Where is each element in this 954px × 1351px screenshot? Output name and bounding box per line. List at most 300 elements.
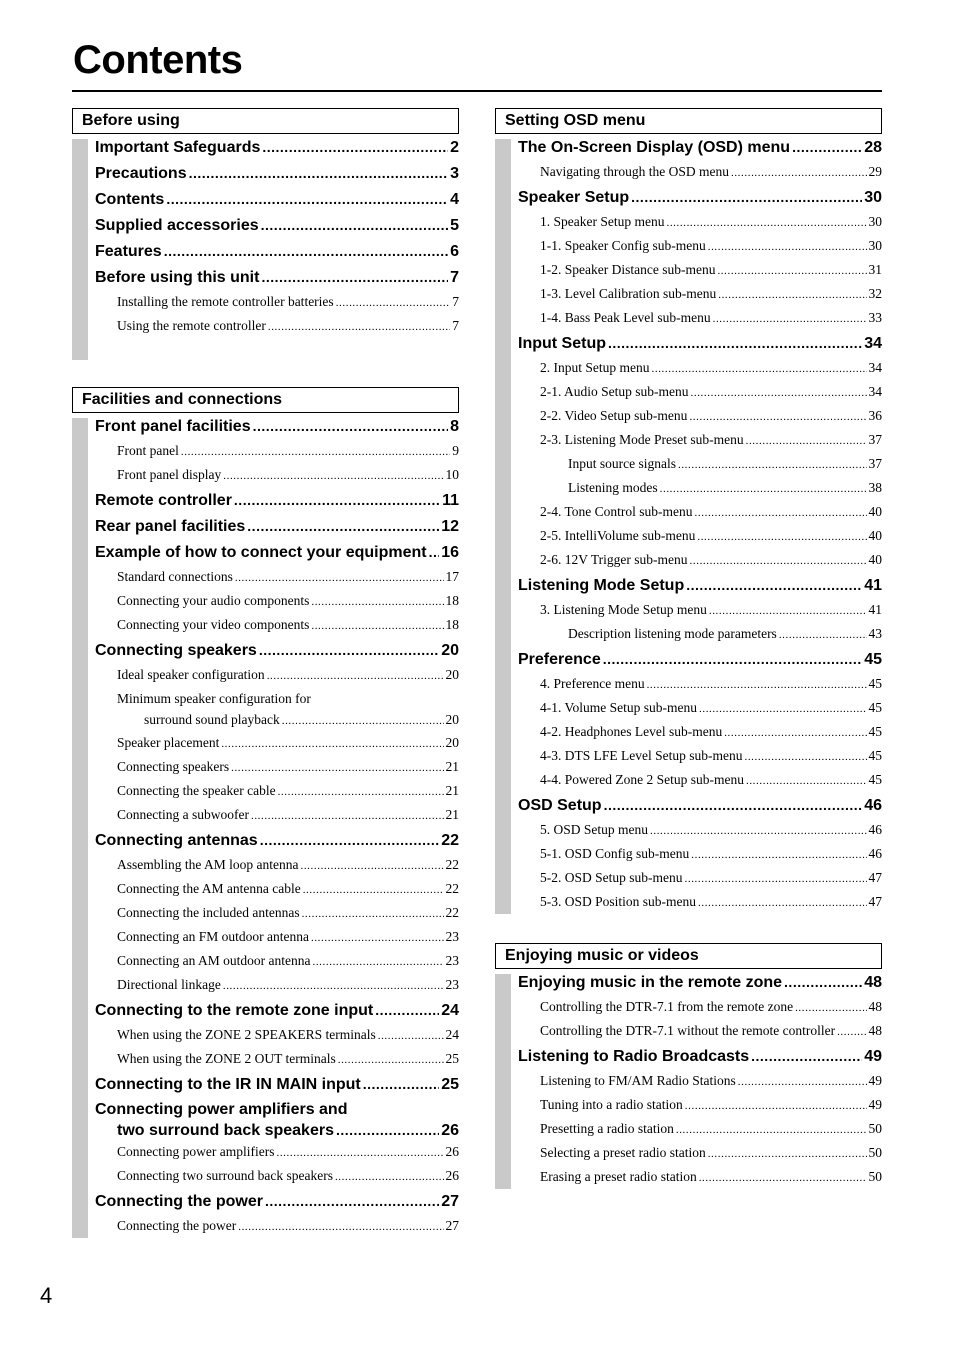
dot-leader xyxy=(724,721,866,745)
toc-entry[interactable] xyxy=(95,613,459,637)
dot-leader xyxy=(221,732,443,756)
toc-entry-page: 30 xyxy=(864,189,882,206)
left-column xyxy=(72,108,459,1238)
toc-entry[interactable] xyxy=(117,709,459,731)
toc-entry-page: 16 xyxy=(441,544,459,561)
toc-entry-page: 49 xyxy=(868,1097,882,1112)
toc-entry[interactable] xyxy=(95,290,459,314)
toc-entry-label: Enjoying music in the remote zone xyxy=(518,974,783,991)
toc-entry[interactable] xyxy=(95,238,459,264)
toc-entry-page: 23 xyxy=(445,953,459,968)
toc-entry-label: 2-4. Tone Control sub-menu xyxy=(540,504,693,519)
toc-entry[interactable] xyxy=(518,548,882,572)
section-body xyxy=(495,134,882,914)
toc-entry-page: 22 xyxy=(445,881,459,896)
toc-entry[interactable] xyxy=(95,1071,459,1097)
toc-entry-label: Connecting your audio components xyxy=(117,593,310,608)
toc-entry-page: 32 xyxy=(868,286,882,301)
toc-entry[interactable] xyxy=(95,589,459,613)
toc-entry-page: 47 xyxy=(868,894,882,909)
toc-entry[interactable] xyxy=(95,1140,459,1164)
toc-entry[interactable] xyxy=(518,696,882,720)
dot-leader xyxy=(666,211,866,235)
toc-entry[interactable] xyxy=(95,925,459,949)
toc-entry-label: Supplied accessories xyxy=(95,217,259,234)
dot-leader xyxy=(647,673,867,697)
toc-entry-label: Presetting a radio station xyxy=(540,1121,674,1136)
toc-entry-page: 30 xyxy=(868,214,882,229)
toc-entry-page: 3 xyxy=(450,165,459,182)
toc-entry-label: Connecting to the IR IN MAIN input xyxy=(95,1076,361,1093)
toc-entry-label: Connecting a subwoofer xyxy=(117,807,249,822)
toc-entry-page: 46 xyxy=(864,797,882,814)
toc-entry-label: Example of how to connect your equipment xyxy=(95,544,427,561)
toc-entry-page: 24 xyxy=(441,1002,459,1019)
toc-entry[interactable] xyxy=(518,404,882,428)
dot-leader xyxy=(744,745,866,769)
toc-entry-label: 1. Speaker Setup menu xyxy=(540,214,665,229)
toc-entry-page: 27 xyxy=(445,1218,459,1233)
toc-entry-label: surround sound playback xyxy=(144,712,280,727)
dot-leader xyxy=(181,440,450,464)
dot-leader xyxy=(717,259,866,283)
toc-entry-label: Connecting your video components xyxy=(117,617,310,632)
toc-entry-page: 45 xyxy=(868,700,882,715)
toc-entry[interactable] xyxy=(95,997,459,1023)
toc-entry-label: 5-2. OSD Setup sub-menu xyxy=(540,870,683,885)
toc-entry-label: Input Setup xyxy=(518,335,606,352)
toc-entry[interactable] xyxy=(95,973,459,997)
toc-entry-label: Controlling the DTR-7.1 without the remote controller xyxy=(540,1023,836,1038)
toc-entry-page: 37 xyxy=(868,432,882,447)
toc-entry[interactable] xyxy=(518,1043,882,1069)
toc-entry[interactable] xyxy=(518,134,882,160)
toc-entry-page: 40 xyxy=(868,552,882,567)
dot-leader xyxy=(686,572,862,598)
dot-leader xyxy=(676,1118,867,1142)
section-setting-osd xyxy=(495,108,882,914)
toc-entry[interactable] xyxy=(95,853,459,877)
toc-entry[interactable] xyxy=(518,282,882,306)
toc-entry-label: Listening to Radio Broadcasts xyxy=(518,1048,750,1065)
toc-entry[interactable] xyxy=(518,1117,882,1141)
toc-entry[interactable] xyxy=(518,842,882,866)
toc-entry-page: 4 xyxy=(450,191,459,208)
dot-leader xyxy=(375,997,439,1023)
toc-entry[interactable] xyxy=(95,134,459,160)
toc-entry[interactable] xyxy=(95,1164,459,1188)
toc-entry-page: 34 xyxy=(868,384,882,399)
toc-entry[interactable] xyxy=(95,1120,459,1140)
dot-leader xyxy=(231,756,443,780)
dot-leader xyxy=(751,1043,862,1069)
toc-entry-two-line[interactable] xyxy=(95,687,459,731)
dot-leader xyxy=(262,134,448,160)
toc-entry-label: Connecting power amplifiers xyxy=(117,1144,275,1159)
toc-entry-label: Standard connections xyxy=(117,569,233,584)
toc-entry-page: 21 xyxy=(445,759,459,774)
toc-entry-page: 45 xyxy=(864,651,882,668)
toc-entry-page: 48 xyxy=(868,999,882,1014)
toc-entry[interactable] xyxy=(518,622,882,646)
toc-entry-label: 4-2. Headphones Level sub-menu xyxy=(540,724,723,739)
toc-entry-page: 47 xyxy=(868,870,882,885)
toc-entry[interactable] xyxy=(518,866,882,890)
toc-entry-label: 2-5. IntelliVolume sub-menu xyxy=(540,528,696,543)
dot-leader xyxy=(312,950,443,974)
section-body xyxy=(72,134,459,360)
toc-entry-page: 9 xyxy=(452,443,459,458)
toc-entry-label: 1-2. Speaker Distance sub-menu xyxy=(540,262,716,277)
toc-entry-page: 46 xyxy=(868,846,882,861)
toc-entry[interactable] xyxy=(95,513,459,539)
toc-entry-page: 26 xyxy=(445,1168,459,1183)
toc-entry[interactable] xyxy=(95,901,459,925)
toc-entry-label: 2-1. Audio Setup sub-menu xyxy=(540,384,689,399)
dot-leader xyxy=(268,315,450,339)
toc-entry-label: 5-3. OSD Position sub-menu xyxy=(540,894,697,909)
dot-leader xyxy=(709,599,867,623)
toc-entry[interactable] xyxy=(518,1069,882,1093)
dot-leader xyxy=(300,854,443,878)
toc-entry-label: Directional linkage xyxy=(117,977,221,992)
toc-entry-label: 4-3. DTS LFE Level Setup sub-menu xyxy=(540,748,743,763)
toc-entry[interactable] xyxy=(95,212,459,238)
toc-entry-label: Installing the remote controller batteries xyxy=(117,294,334,309)
dot-leader xyxy=(731,161,867,185)
dot-leader xyxy=(253,413,449,439)
dot-leader xyxy=(335,1165,444,1189)
toc-entry-page: 23 xyxy=(445,929,459,944)
toc-entry[interactable] xyxy=(518,476,882,500)
toc-entry-page: 8 xyxy=(450,418,459,435)
toc-entry-page: 43 xyxy=(868,626,882,641)
toc-entry-label: 2-6. 12V Trigger sub-menu xyxy=(540,552,688,567)
toc-entry-label: Connecting the power xyxy=(95,1193,263,1210)
toc-entry-page: 31 xyxy=(868,262,882,277)
section-before-using xyxy=(72,108,459,360)
toc-entry[interactable] xyxy=(518,428,882,452)
dot-leader xyxy=(660,477,867,501)
toc-entry-label: Connecting speakers xyxy=(95,642,257,659)
toc-entry-page: 40 xyxy=(868,504,882,519)
toc-entry[interactable] xyxy=(518,672,882,696)
toc-entry-label: 2-3. Listening Mode Preset sub-menu xyxy=(540,432,744,447)
dot-leader xyxy=(685,867,867,891)
toc-entry[interactable] xyxy=(95,1047,459,1071)
dot-leader xyxy=(278,780,444,804)
toc-entry-label: 5. OSD Setup menu xyxy=(540,822,648,837)
toc-entry-label: Features xyxy=(95,243,162,260)
toc-entry[interactable] xyxy=(95,539,459,565)
toc-entry-label: Erasing a preset radio station xyxy=(540,1169,697,1184)
dot-leader xyxy=(631,184,862,210)
toc-entry-label: Tuning into a radio station xyxy=(540,1097,683,1112)
toc-entry-page: 45 xyxy=(868,748,882,763)
toc-entry-page: 34 xyxy=(868,360,882,375)
toc-entry-label: Front panel xyxy=(117,443,179,458)
toc-entry[interactable] xyxy=(518,160,882,184)
toc-entry-label: Connecting the included antennas xyxy=(117,905,300,920)
section-bar xyxy=(495,139,511,914)
dot-leader xyxy=(251,804,444,828)
toc-entry-page: 20 xyxy=(445,735,459,750)
section-bar xyxy=(495,974,511,1189)
toc-entry-page: 34 xyxy=(864,335,882,352)
toc-entry-label: Connecting the AM antenna cable xyxy=(117,881,301,896)
toc-entry[interactable] xyxy=(95,314,459,338)
toc-entry[interactable] xyxy=(518,572,882,598)
toc-entry[interactable] xyxy=(518,792,882,818)
dot-leader xyxy=(303,878,444,902)
toc-entry-page: 20 xyxy=(445,712,459,727)
toc-entry-label: Speaker placement xyxy=(117,735,220,750)
toc-entry-label: Connecting to the remote zone input xyxy=(95,1002,374,1019)
dot-leader xyxy=(837,1020,866,1044)
toc-entry[interactable] xyxy=(518,356,882,380)
dot-leader xyxy=(189,160,449,186)
toc-entry-page: 18 xyxy=(445,593,459,608)
toc-entry[interactable] xyxy=(95,439,459,463)
toc-entry-page: 2 xyxy=(450,139,459,156)
toc-entry-label: 4-4. Powered Zone 2 Setup sub-menu xyxy=(540,772,744,787)
dot-leader xyxy=(691,381,867,405)
toc-entry-page: 21 xyxy=(445,807,459,822)
toc-entry[interactable] xyxy=(95,803,459,827)
toc-entry-label: Connecting power amplifiers and xyxy=(95,1101,348,1118)
toc-entry[interactable] xyxy=(518,1141,882,1165)
toc-entry[interactable] xyxy=(95,413,459,439)
dot-leader xyxy=(429,539,440,565)
toc-entry-page: 37 xyxy=(868,456,882,471)
toc-entry[interactable] xyxy=(518,1093,882,1117)
section-enjoying xyxy=(495,943,882,1189)
toc-entry-label: Before using this unit xyxy=(95,269,260,286)
toc-entry[interactable] xyxy=(518,768,882,792)
dot-leader xyxy=(223,464,443,488)
toc-entry[interactable] xyxy=(95,779,459,803)
dot-leader xyxy=(164,238,448,264)
toc-entry-page: 50 xyxy=(868,1121,882,1136)
toc-entry-page: 33 xyxy=(868,310,882,325)
dot-leader xyxy=(691,843,866,867)
toc-entry-label: Important Safeguards xyxy=(95,139,261,156)
toc-entry-label: Description listening mode parameters xyxy=(568,626,777,641)
dot-leader xyxy=(265,1188,439,1214)
toc-entry-label: Controlling the DTR-7.1 from the remote zone xyxy=(540,999,794,1014)
dot-leader xyxy=(713,307,867,331)
toc-entry-page: 46 xyxy=(868,822,882,837)
toc-entry[interactable] xyxy=(95,637,459,663)
toc-entry-page: 6 xyxy=(450,243,459,260)
toc-entry[interactable] xyxy=(95,487,459,513)
dot-leader xyxy=(685,1094,867,1118)
toc-entry[interactable] xyxy=(95,186,459,212)
toc-entry-page: 50 xyxy=(868,1169,882,1184)
dot-leader xyxy=(708,1142,867,1166)
toc-entry-two-line[interactable] xyxy=(95,1097,459,1140)
toc-entry-label: 4-1. Volume Setup sub-menu xyxy=(540,700,697,715)
dot-leader xyxy=(234,487,440,513)
toc-entry-page: 22 xyxy=(445,857,459,872)
toc-entry-label: Connecting an AM outdoor antenna xyxy=(117,953,311,968)
dot-leader xyxy=(746,769,867,793)
toc-entry[interactable] xyxy=(518,234,882,258)
dot-leader xyxy=(302,902,444,926)
toc-entry-label: Remote controller xyxy=(95,492,232,509)
toc-entry-page: 36 xyxy=(868,408,882,423)
toc-entry[interactable] xyxy=(95,160,459,186)
dot-leader xyxy=(336,291,451,315)
toc-entry-page: 22 xyxy=(441,832,459,849)
dot-leader xyxy=(363,1071,439,1097)
toc-entry-label: Listening modes xyxy=(568,480,658,495)
toc-entry-page: 48 xyxy=(868,1023,882,1038)
toc-entry-label: Using the remote controller xyxy=(117,318,266,333)
toc-entry[interactable] xyxy=(95,755,459,779)
toc-entry-page: 45 xyxy=(868,724,882,739)
dot-leader xyxy=(259,637,439,663)
toc-entry[interactable] xyxy=(95,264,459,290)
toc-entry-page: 50 xyxy=(868,1145,882,1160)
toc-entry[interactable] xyxy=(518,380,882,404)
toc-entry[interactable] xyxy=(518,995,882,1019)
toc-entry-page: 41 xyxy=(864,577,882,594)
dot-leader xyxy=(378,1024,444,1048)
toc-entry-page: 11 xyxy=(442,492,459,509)
toc-entry-label: 4. Preference menu xyxy=(540,676,645,691)
dot-leader xyxy=(699,697,867,721)
toc-entry[interactable] xyxy=(95,1188,459,1214)
toc-entry[interactable] xyxy=(518,258,882,282)
toc-entry-label: 2. Input Setup menu xyxy=(540,360,650,375)
toc-entry-label: OSD Setup xyxy=(518,797,602,814)
toc-entry[interactable] xyxy=(518,598,882,622)
toc-entry[interactable] xyxy=(518,500,882,524)
toc-entry-page: 12 xyxy=(441,518,459,535)
dot-leader xyxy=(608,330,862,356)
toc-entry-label: 1-3. Level Calibration sub-menu xyxy=(540,286,717,301)
dot-leader xyxy=(689,405,866,429)
dot-leader xyxy=(695,501,867,525)
dot-leader xyxy=(678,453,867,477)
toc-entry[interactable] xyxy=(518,306,882,330)
toc-entry[interactable] xyxy=(518,818,882,842)
toc-entry[interactable] xyxy=(518,1019,882,1043)
toc-entry[interactable] xyxy=(95,1023,459,1047)
toc-entry-page: 26 xyxy=(445,1144,459,1159)
toc-entry[interactable] xyxy=(95,663,459,687)
dot-leader xyxy=(738,1070,867,1094)
toc-entry-label: Preference xyxy=(518,651,601,668)
dot-leader xyxy=(718,283,866,307)
toc-entry-label: Connecting antennas xyxy=(95,832,258,849)
toc-entry-label: Front panel display xyxy=(117,467,222,482)
dot-leader xyxy=(223,974,444,998)
toc-entry[interactable] xyxy=(95,463,459,487)
toc-entry-label: 1-4. Bass Peak Level sub-menu xyxy=(540,310,711,325)
toc-entry-page: 5 xyxy=(450,217,459,234)
section-header: Enjoying music or videos xyxy=(495,943,882,969)
dot-leader xyxy=(311,926,444,950)
toc-entry-label: Listening to FM/AM Radio Stations xyxy=(540,1073,736,1088)
toc-entry-page: 48 xyxy=(864,974,882,991)
toc-entry-label: Listening Mode Setup xyxy=(518,577,685,594)
toc-entry-label: two surround back speakers xyxy=(117,1122,334,1139)
toc-entry[interactable] xyxy=(95,1214,459,1238)
toc-entry[interactable] xyxy=(518,184,882,210)
dot-leader xyxy=(311,590,443,614)
toc-entry[interactable] xyxy=(518,744,882,768)
dot-leader xyxy=(698,891,866,915)
toc-entry-page: 20 xyxy=(441,642,459,659)
toc-entry[interactable] xyxy=(518,330,882,356)
toc-entry-label: When using the ZONE 2 SPEAKERS terminals xyxy=(117,1027,376,1042)
toc-entry[interactable] xyxy=(95,565,459,589)
toc-entry[interactable] xyxy=(518,210,882,234)
toc-entry-label: Connecting the speaker cable xyxy=(117,783,276,798)
dot-leader xyxy=(690,549,867,573)
toc-entry[interactable] xyxy=(518,969,882,995)
toc-entry-label: 2-2. Video Setup sub-menu xyxy=(540,408,688,423)
dot-leader xyxy=(338,1048,444,1072)
toc-entry-page: 29 xyxy=(868,164,882,179)
dot-leader xyxy=(652,357,867,381)
toc-entry[interactable] xyxy=(518,1165,882,1189)
toc-entry[interactable] xyxy=(518,720,882,744)
toc-entry-page: 22 xyxy=(445,905,459,920)
toc-entry-label: 3. Listening Mode Setup menu xyxy=(540,602,707,617)
toc-entry-page: 18 xyxy=(445,617,459,632)
toc-entry-label: Assembling the AM loop antenna xyxy=(117,857,299,872)
dot-leader xyxy=(708,235,867,259)
dot-leader xyxy=(238,1215,443,1239)
toc-entry-label: 1-1. Speaker Config sub-menu xyxy=(540,238,706,253)
toc-entry[interactable] xyxy=(95,731,459,755)
toc-entry-label: Connecting the power xyxy=(117,1218,237,1233)
dot-leader xyxy=(247,513,439,539)
toc-entry-page: 24 xyxy=(445,1027,459,1042)
toc-entry-page: 26 xyxy=(441,1122,459,1139)
right-column xyxy=(495,108,882,1189)
toc-entry-page: 38 xyxy=(868,480,882,495)
dot-leader xyxy=(260,827,440,853)
toc-entry-page: 10 xyxy=(445,467,459,482)
toc-entry[interactable] xyxy=(518,452,882,476)
section-body xyxy=(495,969,882,1189)
toc-entry[interactable] xyxy=(95,877,459,901)
dot-leader xyxy=(261,264,448,290)
section-body xyxy=(72,413,459,1238)
toc-entry-page: 45 xyxy=(868,772,882,787)
toc-entry[interactable] xyxy=(95,827,459,853)
toc-entry-label: Navigating through the OSD menu xyxy=(540,164,729,179)
toc-entry[interactable] xyxy=(95,949,459,973)
section-bar xyxy=(72,418,88,1238)
dot-leader xyxy=(792,134,862,160)
toc-entry-page: 7 xyxy=(450,269,459,286)
toc-entry-label: Front panel facilities xyxy=(95,418,251,435)
toc-entry-label: Selecting a preset radio station xyxy=(540,1145,706,1160)
toc-entry-page: 7 xyxy=(452,318,459,333)
toc-entry[interactable] xyxy=(518,890,882,914)
dot-leader xyxy=(697,525,866,549)
toc-entry-page: 40 xyxy=(868,528,882,543)
toc-entry[interactable] xyxy=(518,646,882,672)
toc-entry-label: Contents xyxy=(95,191,165,208)
toc-entry[interactable] xyxy=(518,524,882,548)
toc-entry-label: Rear panel facilities xyxy=(95,518,246,535)
